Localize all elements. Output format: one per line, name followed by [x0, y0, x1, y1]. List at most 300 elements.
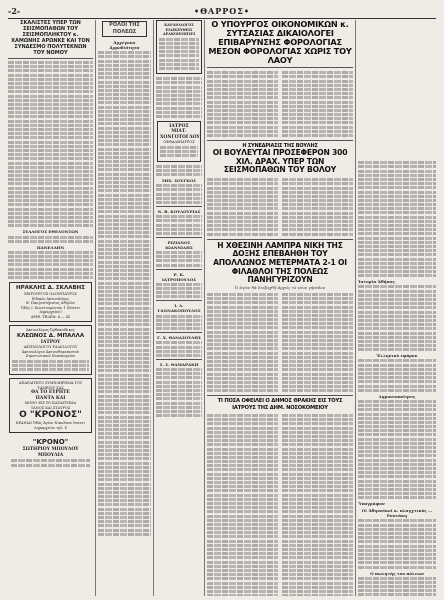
text-line	[159, 50, 199, 53]
text-line	[282, 502, 353, 505]
text-line	[8, 149, 93, 152]
text-line	[98, 441, 151, 444]
ad-dentist-line: Ὁδὸς Ι. Κουντουριώτου 1 (ἔναντι Δημαρχείου)	[20, 305, 81, 314]
text-line	[282, 586, 353, 589]
text-line	[358, 344, 436, 347]
text-line	[358, 245, 436, 248]
text-line	[282, 310, 353, 313]
text-line	[8, 153, 93, 156]
text-line	[282, 130, 353, 133]
text-line	[282, 360, 353, 363]
text-line	[358, 438, 436, 441]
ad-kronos-name: Ο "ΚΡΟΝΟΣ"	[19, 410, 82, 421]
text-line	[207, 293, 278, 296]
headline-parliament-session: Η ΣΥΝΕΔΡΙΑΣΙΣ ΤΗΣ ΒΟΥΛΗΣ	[242, 143, 318, 150]
text-line	[282, 318, 353, 321]
col5-item: Δημοσιοποίησις	[378, 393, 416, 399]
text-line	[156, 115, 202, 118]
text-line	[207, 297, 278, 300]
text-line	[282, 347, 353, 350]
divider	[207, 239, 353, 240]
text-line	[358, 224, 436, 227]
text-line	[207, 178, 278, 181]
text-line	[207, 544, 278, 547]
text-line	[8, 78, 93, 81]
text-line	[358, 433, 436, 436]
text-line	[358, 540, 436, 543]
text-line	[282, 373, 353, 376]
text-line	[98, 210, 151, 213]
doctor-name: Σ. Σ. ΘΑΜΑΡΑΚΗ	[159, 361, 199, 367]
text-line	[282, 88, 353, 91]
text-line	[8, 162, 93, 165]
text-line	[282, 468, 353, 471]
text-line	[358, 385, 436, 388]
text-line	[98, 361, 151, 364]
text-line	[156, 264, 202, 267]
text-line	[207, 195, 278, 198]
text-line	[8, 203, 93, 206]
text-line	[358, 450, 436, 453]
text-line	[207, 439, 278, 442]
ad-kronos-address: ΚΡΑΝΙΔΙ Ὁδὸς Ἀγίου Νικολάου ἔναντι Δημαρχείου τηλ. 4	[15, 421, 86, 430]
text-line	[207, 101, 278, 104]
text-line	[98, 55, 151, 58]
text-line	[282, 527, 353, 530]
text-line	[207, 506, 278, 509]
text-line	[358, 471, 436, 474]
text-line	[358, 178, 436, 181]
text-line	[98, 189, 151, 192]
text-line	[358, 566, 436, 569]
text-line	[207, 130, 278, 133]
text-line	[207, 414, 278, 417]
col5-item: Ὑπογράφον	[358, 501, 385, 507]
ad-dentist-phone: ΑΡΙΘ. ΤΗΛΕΦ. 6 — 45	[30, 314, 71, 319]
text-line	[207, 510, 278, 513]
column-divider	[355, 20, 356, 596]
text-line	[8, 82, 93, 85]
text-line	[207, 109, 278, 112]
text-line	[98, 269, 151, 272]
text-line	[207, 535, 278, 538]
text-line	[207, 343, 278, 346]
text-line	[358, 417, 436, 420]
text-line	[98, 294, 151, 297]
text-line	[358, 249, 436, 252]
text-line	[207, 569, 278, 572]
text-line	[98, 256, 151, 259]
text-line	[358, 348, 436, 351]
text-line	[11, 459, 90, 462]
text-line	[207, 573, 278, 576]
text-line	[98, 349, 151, 352]
text-line	[8, 74, 93, 77]
divider	[207, 140, 353, 141]
text-line	[156, 102, 202, 105]
text-line	[98, 160, 151, 163]
text-line	[98, 181, 151, 184]
section-title-2: ΠΑΝΕΛΛΗΝ	[36, 244, 65, 250]
text-line	[358, 340, 436, 343]
text-line	[282, 427, 353, 430]
text-line	[98, 503, 151, 506]
page-header	[8, 4, 436, 19]
text-line	[358, 207, 436, 210]
text-line	[358, 253, 436, 256]
text-line	[358, 195, 436, 198]
text-line	[207, 224, 278, 227]
text-line	[282, 297, 353, 300]
text-line	[282, 452, 353, 455]
text-line	[282, 216, 353, 219]
text-line	[98, 411, 151, 414]
ad-dentist-line: ΧΕΙΡΟΥΡΓΟΣ ΟΔΟΝΤΙΑΤΡΟΣ	[24, 292, 77, 296]
ad-ophthalmologist	[157, 121, 201, 162]
ad-krono-sub2: ΜΠΟΥΛΙΑ	[37, 452, 64, 458]
text-line	[358, 336, 436, 339]
text-line	[8, 141, 93, 144]
text-line	[8, 268, 93, 271]
text-line	[207, 187, 278, 190]
doctor-name: ΡΙΖΙΑΝΟΣ ΙΩΑΝΝΙΔΗΣ	[165, 239, 193, 250]
text-line	[207, 385, 278, 388]
text-line	[98, 378, 151, 381]
text-line	[207, 368, 278, 371]
text-line	[207, 220, 278, 223]
doctor-name: Ρ. Κ. ΙΑΤΡΟΠΟΥΛΟΣ	[162, 271, 196, 282]
text-line	[358, 408, 436, 411]
text-line	[159, 42, 199, 45]
text-line	[98, 131, 151, 134]
text-line	[207, 228, 278, 231]
ad-kronos	[9, 378, 92, 433]
text-line	[156, 350, 202, 353]
text-line	[98, 72, 151, 75]
text-line	[358, 191, 436, 194]
text-line	[207, 594, 278, 596]
text-line	[98, 168, 151, 171]
text-line	[358, 359, 436, 362]
text-line	[8, 220, 93, 223]
text-line	[156, 354, 202, 357]
text-line	[207, 117, 278, 120]
text-line	[358, 323, 436, 326]
text-line	[358, 519, 436, 522]
text-line	[358, 327, 436, 330]
text-line	[358, 549, 436, 552]
text-line	[98, 76, 151, 79]
text-line	[8, 276, 93, 279]
text-line	[12, 368, 89, 371]
text-line	[98, 89, 151, 92]
text-line	[159, 46, 199, 49]
text-line	[207, 485, 278, 488]
text-line	[282, 519, 353, 522]
text-line	[207, 586, 278, 589]
text-line	[8, 174, 93, 177]
divider	[207, 395, 353, 396]
ad-dentist-line: Εἰδικὸς ἀκτινολόγος	[31, 296, 70, 301]
column-divider	[95, 20, 96, 596]
text-line	[98, 177, 151, 180]
text-line	[156, 81, 202, 84]
text-line	[98, 60, 151, 63]
text-line	[282, 195, 353, 198]
text-line	[98, 336, 151, 339]
text-line	[98, 407, 151, 410]
text-line	[282, 212, 353, 215]
ad-radiologist-line: ΑΚΤΙΝΟΛΟΓΟΥ ΡΑΔΙΟΛΟΓΟΥ	[23, 345, 78, 349]
text-line	[8, 208, 93, 211]
text-line	[282, 92, 353, 95]
text-line	[282, 228, 353, 231]
text-line	[207, 364, 278, 367]
text-line	[207, 212, 278, 215]
text-line	[282, 306, 353, 309]
text-line	[8, 157, 93, 160]
text-line	[207, 96, 278, 99]
text-line	[98, 512, 151, 515]
text-line	[282, 464, 353, 467]
text-line	[207, 84, 278, 87]
ad-radiologist-line: Ἀκτινολόγου Ἀκτινοθεραπευτοῦ Στρατιωτικοῦ Νοσοκομείου	[21, 349, 80, 358]
text-line	[282, 343, 353, 346]
text-line	[207, 527, 278, 530]
text-line	[282, 477, 353, 480]
text-line	[207, 113, 278, 116]
text-line	[98, 357, 151, 360]
text-line	[156, 224, 202, 227]
text-line	[98, 97, 151, 100]
text-line	[98, 302, 151, 305]
text-line	[207, 473, 278, 476]
text-line	[8, 136, 93, 139]
text-line	[159, 54, 199, 57]
text-line	[358, 454, 436, 457]
text-line	[156, 414, 202, 417]
text-line	[282, 418, 353, 421]
text-line	[156, 287, 202, 290]
text-line	[156, 228, 202, 231]
text-line	[282, 75, 353, 78]
text-line	[8, 236, 93, 239]
text-line	[98, 457, 151, 460]
text-line	[8, 166, 93, 169]
text-line	[8, 182, 93, 185]
text-line	[282, 448, 353, 451]
text-line	[156, 86, 202, 89]
text-line	[156, 219, 202, 222]
text-line	[207, 331, 278, 334]
text-line	[282, 326, 353, 329]
ad-radiologist-line: ΙΑΤΡΟΥ	[40, 339, 61, 345]
text-line	[207, 427, 278, 430]
column-4	[207, 20, 353, 596]
text-line	[207, 489, 278, 492]
text-line	[282, 389, 353, 392]
text-line	[358, 459, 436, 462]
text-line	[98, 277, 151, 280]
text-line	[207, 561, 278, 564]
text-line	[156, 188, 202, 191]
text-line	[358, 170, 436, 173]
text-line	[156, 94, 202, 97]
text-line	[282, 540, 353, 543]
text-line	[12, 364, 89, 367]
ad-kronos-line: ΤΑΝΟΣ ΚΑΙ ΣΤΑΥΡΟΣ	[30, 405, 71, 410]
text-line	[98, 311, 151, 314]
text-line	[98, 499, 151, 502]
text-line	[207, 207, 278, 210]
text-line	[207, 360, 278, 363]
text-line	[207, 80, 278, 83]
text-line	[98, 227, 151, 230]
text-line	[98, 487, 151, 490]
text-line	[282, 544, 353, 547]
text-line	[207, 75, 278, 78]
text-line	[282, 456, 353, 459]
text-line	[156, 232, 202, 235]
text-line	[98, 244, 151, 247]
text-line	[358, 528, 436, 531]
text-line	[282, 301, 353, 304]
text-line	[207, 352, 278, 355]
text-line	[207, 105, 278, 108]
divider	[8, 58, 93, 59]
text-line	[98, 198, 151, 201]
text-line	[8, 187, 93, 190]
text-line	[98, 240, 151, 243]
headline-football-sub: Ὁ ἀγὼν θὰ διεξαχθῆ ἀρχῶς τὸ νέον γήπεδον	[234, 284, 326, 290]
text-line	[156, 346, 202, 349]
text-line	[282, 573, 353, 576]
text-line	[98, 114, 151, 117]
text-line	[156, 323, 202, 326]
text-line	[156, 397, 202, 400]
text-line	[207, 314, 278, 317]
text-line	[358, 475, 436, 478]
ad-ophthalmologist-title: ΙΑΤΡΟΣ	[169, 123, 189, 129]
text-line	[98, 449, 151, 452]
col5-item: Ἱστορία Ἀθήνας	[358, 279, 395, 285]
text-line	[282, 368, 353, 371]
text-line	[98, 252, 151, 255]
text-line	[98, 223, 151, 226]
column-1	[8, 20, 93, 596]
text-line	[282, 182, 353, 185]
text-line	[358, 480, 436, 483]
text-line	[98, 491, 151, 494]
headline-football-victory: Η ΧΘΕΣΙΝΗ ΛΑΜΠΡΑ ΝΙΚΗ ΤΗΣ ΔΟΞΗΣ ΕΠΕΒΑΗΘΗ ΤΟΥ ΑΠΟΛΛΩΝΟΣ ΜΕΤΕΡΜΑΤΑ 2-1 ΟΙ ΦΙΛΑΘΛΟΙ ΤΗΣ ΠΟΛΕΩΣ ΠΑΝΗΓΥΡΙΖΟΥΝ	[213, 240, 347, 285]
text-line	[98, 152, 151, 155]
text-line	[98, 93, 151, 96]
text-line	[358, 413, 436, 416]
text-line	[358, 174, 436, 177]
text-line	[358, 425, 436, 428]
text-line	[207, 373, 278, 376]
text-line	[98, 85, 151, 88]
text-line	[156, 389, 202, 392]
divider	[156, 237, 202, 238]
text-line	[282, 381, 353, 384]
text-line	[358, 492, 436, 495]
text-line	[98, 286, 151, 289]
divider	[207, 67, 353, 68]
text-line	[160, 146, 198, 149]
text-line	[8, 86, 93, 89]
text-line	[207, 422, 278, 425]
text-line	[98, 529, 151, 532]
text-line	[156, 173, 202, 176]
text-line	[207, 381, 278, 384]
text-line	[358, 446, 436, 449]
col2-title: ΡΟΛΟΙ ΤΗΣ ΠΟΛΕΩΣ	[102, 21, 147, 37]
ad-dentist	[9, 282, 92, 322]
text-line	[98, 516, 151, 519]
text-line	[98, 231, 151, 234]
text-line	[358, 585, 436, 588]
text-line	[207, 310, 278, 313]
text-line	[358, 577, 436, 580]
text-line	[98, 106, 151, 109]
text-line	[98, 219, 151, 222]
text-line	[282, 187, 353, 190]
text-line	[207, 452, 278, 455]
text-line	[358, 332, 436, 335]
doctor-name: Ν. Β. ΚΟΥΛΟΥΡΙΑΣ	[157, 208, 201, 214]
text-line	[282, 531, 353, 534]
text-line	[98, 64, 151, 67]
text-line	[98, 369, 151, 372]
headline-doctors-debt: ΤΙ ΠΟΣΑ ΟΦΕΙΛΕΙ Ο ΔΗΜΟΣ ΘΡΑΚΗΣ ΕΙΣ ΤΟΥΣ ΙΑΤΡΟΥΣ ΤΗΣ ΔΗΜ. ΝΟΣΟΚΟΜΕΙΟΥ	[217, 398, 343, 411]
text-line	[207, 418, 278, 421]
text-line	[8, 191, 93, 194]
text-line	[282, 552, 353, 555]
text-line	[282, 352, 353, 355]
text-line	[282, 439, 353, 442]
text-line	[282, 565, 353, 568]
text-line	[207, 306, 278, 309]
text-line	[98, 436, 151, 439]
text-line	[98, 101, 151, 104]
text-line	[207, 92, 278, 95]
ad-ophthalmologist-name: ΜΙΑΤ. ΧΟΝΓΟΤΟΓΛΟΥ	[160, 129, 200, 140]
text-line	[207, 389, 278, 392]
text-line	[282, 203, 353, 206]
text-line	[8, 224, 93, 227]
ad-krono-sub: ΣΩΤΗΡΙΟΥ ΜΠΟΥΛΟΥ	[22, 447, 79, 453]
text-line	[358, 484, 436, 487]
text-line	[358, 376, 436, 379]
text-line	[207, 233, 278, 236]
text-line	[282, 71, 353, 74]
ad-cardiologist-title: ΚΑΡΔΙΟΛΟΓΟΣ ΕΙΔΙΚΕΥΘΕΙΣ ΑΡΑΚΟΠΟΙΗΣΕΙ	[162, 23, 196, 36]
text-line	[207, 216, 278, 219]
text-line	[358, 400, 436, 403]
ad-ophthalmologist-line: ΟΦΘΑΛΜΙΑΤΡΟΣ	[163, 140, 195, 145]
text-line	[8, 95, 93, 98]
text-line	[98, 122, 151, 125]
text-line	[98, 478, 151, 481]
text-line	[282, 84, 353, 87]
text-line	[358, 557, 436, 560]
text-line	[156, 406, 202, 409]
ad-dentist-line: Β' Παν/ριστήματος Αθηνῶν	[26, 301, 75, 305]
text-line	[98, 273, 151, 276]
doctor-name: ΜΙΧ. ΣΟΥΓΚΟΣ	[162, 178, 196, 183]
text-line	[358, 442, 436, 445]
